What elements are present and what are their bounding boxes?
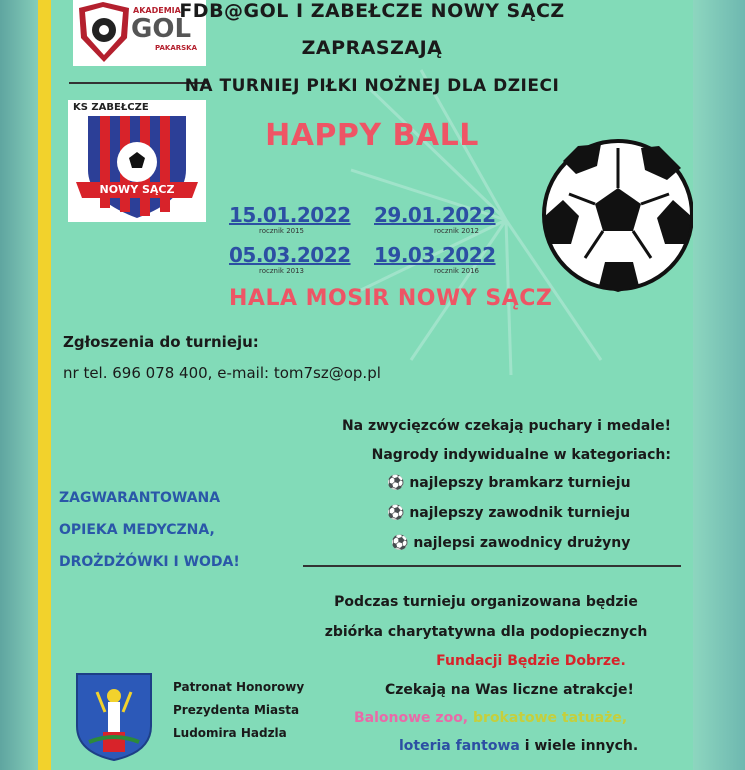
yellow-side-bar [38, 0, 51, 770]
date-1: 15.01.2022 [229, 203, 351, 227]
prize-item-3 [391, 535, 630, 551]
event-name: HAPPY BALL [265, 118, 479, 153]
soccer-ball-icon: ⚽ [391, 535, 409, 551]
year-3: rocznik 2013 [259, 267, 305, 275]
soccer-ball-icon [541, 136, 693, 294]
ks-banner-text: NOWY SĄCZ [99, 183, 175, 196]
prize-item-1-label: najlepszy bramkarz turnieju [409, 475, 631, 491]
patron-line2: Prezydenta Miasta [173, 703, 300, 717]
medical-line1: ZAGWARANTOWANA [59, 490, 221, 506]
balloon-zoo-text: Balonowe zoo, [354, 710, 469, 726]
medical-line2: OPIEKA MEDYCZNA, [59, 522, 215, 538]
akademia-bottom-text: PAKARSKA [155, 44, 198, 52]
year-2: rocznik 2012 [434, 227, 480, 235]
prize-item-2 [387, 505, 630, 521]
venue: HALA MOSIR NOWY SĄCZ [229, 286, 553, 311]
charity-line1: Podczas turnieju organizowana będzie [334, 594, 638, 610]
charity-line2: zbiórka charytatywna dla podopiecznych [324, 624, 648, 640]
patron-line1: Patronat Honorowy [173, 680, 305, 694]
left-blur-edge [0, 0, 38, 770]
year-4: rocznik 2016 [434, 267, 480, 275]
prizes-line1: Na zwycięzców czekają puchary i medale! [341, 418, 671, 434]
year-1: rocznik 2015 [259, 227, 305, 235]
patron-line3: Ludomira Hadzla [173, 726, 287, 740]
header-line1: FDB@GOL I ZABEŁCZE NOWY SĄCZ [179, 0, 565, 22]
lottery-text: loteria fantowa [399, 738, 520, 754]
prize-item-2-label: najlepszy zawodnik turnieju [409, 505, 631, 521]
poster [51, 0, 693, 770]
divider [303, 565, 681, 567]
header-line2: ZAPRASZAJĄ [301, 37, 443, 59]
ks-top-text: KS ZABEŁCZE [73, 102, 149, 113]
date-3: 05.03.2022 [229, 243, 351, 267]
attractions-line3 [399, 738, 638, 754]
prize-item-1 [387, 475, 631, 491]
attractions-line1: Czekają na Was liczne atrakcje! [385, 682, 634, 698]
soccer-ball-icon: ⚽ [387, 475, 405, 491]
registration-title: Zgłoszenia do turnieju: [63, 333, 259, 351]
date-4: 19.03.2022 [374, 243, 496, 267]
more-text: i wiele innych. [524, 738, 639, 754]
glitter-tattoo-text: brokatowe tatuaże, [473, 710, 628, 726]
registration-contact: nr tel. 696 078 400, e-mail: tom7sz@op.pl [63, 364, 381, 382]
prizes-line2: Nagrody indywidualne w kategoriach: [371, 447, 671, 463]
attractions-line2 [354, 710, 627, 726]
header-line3: NA TURNIEJ PIŁKI NOŻNEJ DLA DZIECI [184, 76, 560, 96]
akademia-main-text: GOL [131, 14, 192, 44]
right-blur-edge [693, 0, 745, 770]
medical-line3: DROŻDŻÓWKI I WODA! [59, 554, 240, 570]
soccer-ball-icon: ⚽ [387, 505, 405, 521]
akademia-top-text: AKADEMIA [133, 6, 181, 15]
coat-of-arms-icon [75, 672, 153, 762]
charity-line3: Fundacji Będzie Dobrze. [436, 653, 626, 669]
prize-item-3-label: najlepsi zawodnicy drużyny [413, 535, 631, 551]
date-2: 29.01.2022 [374, 203, 496, 227]
